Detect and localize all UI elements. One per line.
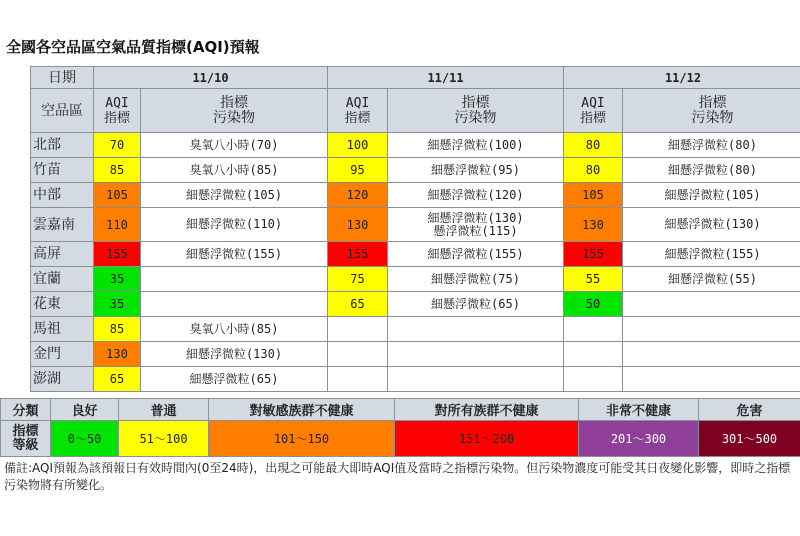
aqi-value-cell: 70 <box>94 133 141 158</box>
aqi-value-cell: 155 <box>94 242 141 267</box>
pollutant-cell: 細懸浮微粒(75) <box>388 267 564 292</box>
pollutant-cell: 細懸浮微粒(155) <box>388 242 564 267</box>
region-name: 竹苗 <box>31 158 94 183</box>
legend-index-label: 指標 等級 <box>1 421 51 457</box>
aqi-value-cell: 65 <box>94 367 141 392</box>
aqi-value-cell: 130 <box>94 342 141 367</box>
legend-level-range: 151～200 <box>395 421 579 457</box>
table-row <box>31 367 800 392</box>
table-row <box>31 158 800 183</box>
aqi-value-cell: 110 <box>94 208 141 242</box>
pollutant-column-header: 指標 污染物 <box>141 89 328 133</box>
pollutant-column-header: 指標 污染物 <box>388 89 564 133</box>
region-name: 中部 <box>31 183 94 208</box>
pollutant-cell: 細懸浮微粒(65) <box>141 367 328 392</box>
region-name: 金門 <box>31 342 94 367</box>
pollutant-cell: 細懸浮微粒(105) <box>141 183 328 208</box>
aqi-value-cell: 105 <box>564 183 623 208</box>
region-name: 北部 <box>31 133 94 158</box>
pollutant-cell: 細懸浮微粒(105) <box>623 183 800 208</box>
aqi-value-cell <box>328 342 388 367</box>
pollutant-cell: 細懸浮微粒(100) <box>388 133 564 158</box>
legend-category-row <box>1 399 800 421</box>
aqi-value-cell: 35 <box>94 292 141 317</box>
pollutant-cell <box>623 342 800 367</box>
aqi-value-cell: 85 <box>94 158 141 183</box>
aqi-value-cell: 120 <box>328 183 388 208</box>
aqi-value-cell: 100 <box>328 133 388 158</box>
aqi-value-cell: 55 <box>564 267 623 292</box>
pollutant-cell: 細懸浮微粒(65) <box>388 292 564 317</box>
legend-level-name: 危害 <box>699 399 800 421</box>
legend-level-name: 良好 <box>51 399 119 421</box>
pollutant-cell: 細懸浮微粒(130) 懸浮微粒(115) <box>388 208 564 242</box>
aqi-value-cell <box>564 317 623 342</box>
aqi-value-cell: 80 <box>564 133 623 158</box>
pollutant-cell: 臭氧八小時(70) <box>141 133 328 158</box>
legend-level-range: 301～500 <box>699 421 800 457</box>
region-name: 高屏 <box>31 242 94 267</box>
legend-level-range: 201～300 <box>579 421 699 457</box>
legend-level-name: 普通 <box>119 399 209 421</box>
pollutant-cell <box>623 367 800 392</box>
pollutant-cell <box>388 342 564 367</box>
table-row <box>31 242 800 267</box>
aqi-value-cell: 95 <box>328 158 388 183</box>
pollutant-cell <box>141 267 328 292</box>
aqi-legend-table <box>0 398 800 457</box>
aqi-value-cell: 155 <box>564 242 623 267</box>
aqi-value-cell: 85 <box>94 317 141 342</box>
region-name: 馬祖 <box>31 317 94 342</box>
date-label: 日期 <box>31 67 94 89</box>
pollutant-cell: 細懸浮微粒(155) <box>141 242 328 267</box>
aqi-value-cell <box>564 342 623 367</box>
region-name: 花東 <box>31 292 94 317</box>
pollutant-cell: 臭氧八小時(85) <box>141 158 328 183</box>
date-col-1: 11/10 <box>94 67 328 89</box>
aqi-value-cell <box>328 367 388 392</box>
aqi-value-cell <box>328 317 388 342</box>
pollutant-cell: 細懸浮微粒(80) <box>623 158 800 183</box>
pollutant-cell <box>388 317 564 342</box>
pollutant-cell: 細懸浮微粒(155) <box>623 242 800 267</box>
date-col-2: 11/11 <box>328 67 564 89</box>
pollutant-cell: 細懸浮微粒(130) <box>623 208 800 242</box>
aqi-column-header: AQI 指標 <box>328 89 388 133</box>
aqi-value-cell: 50 <box>564 292 623 317</box>
column-header-row <box>31 89 800 133</box>
aqi-forecast-table <box>30 66 800 392</box>
page-title: 全國各空品區空氣品質指標(AQI)預報 <box>6 38 260 56</box>
aqi-value-cell: 105 <box>94 183 141 208</box>
pollutant-cell: 細懸浮微粒(110) <box>141 208 328 242</box>
pollutant-cell: 臭氧八小時(85) <box>141 317 328 342</box>
aqi-value-cell: 80 <box>564 158 623 183</box>
region-name: 雲嘉南 <box>31 208 94 242</box>
legend-category-label: 分類 <box>1 399 51 421</box>
pollutant-cell: 細懸浮微粒(95) <box>388 158 564 183</box>
region-label: 空品區 <box>31 89 94 133</box>
pollutant-cell <box>141 292 328 317</box>
legend-level-range: 51～100 <box>119 421 209 457</box>
legend-level-name: 對所有族群不健康 <box>395 399 579 421</box>
region-name: 澎湖 <box>31 367 94 392</box>
table-row <box>31 267 800 292</box>
aqi-value-cell: 35 <box>94 267 141 292</box>
legend-level-name: 對敏感族群不健康 <box>209 399 395 421</box>
table-row <box>31 183 800 208</box>
pollutant-cell: 細懸浮微粒(55) <box>623 267 800 292</box>
pollutant-cell <box>388 367 564 392</box>
legend-range-row <box>1 421 800 457</box>
legend-level-range: 0～50 <box>51 421 119 457</box>
table-row <box>31 208 800 242</box>
aqi-value-cell <box>564 367 623 392</box>
pollutant-cell: 細懸浮微粒(120) <box>388 183 564 208</box>
aqi-column-header: AQI 指標 <box>94 89 141 133</box>
date-header-row <box>31 67 800 89</box>
aqi-value-cell: 155 <box>328 242 388 267</box>
date-col-3: 11/12 <box>564 67 800 89</box>
pollutant-cell: 細懸浮微粒(130) <box>141 342 328 367</box>
aqi-value-cell: 65 <box>328 292 388 317</box>
table-row <box>31 342 800 367</box>
pollutant-cell <box>623 317 800 342</box>
pollutant-cell <box>623 292 800 317</box>
pollutant-column-header: 指標 污染物 <box>623 89 800 133</box>
legend-level-name: 非常不健康 <box>579 399 699 421</box>
table-row <box>31 317 800 342</box>
region-name: 宜蘭 <box>31 267 94 292</box>
table-row <box>31 292 800 317</box>
legend-level-range: 101～150 <box>209 421 395 457</box>
footnote: 備註:AQI預報為該預報日有效時間內(0至24時)，出現之可能最大即時AQI值及當時之指標污染物。但污染物濃度可能受其日夜變化影響，即時之指標污染物將有所變化。 <box>4 461 791 492</box>
pollutant-cell: 細懸浮微粒(80) <box>623 133 800 158</box>
table-row <box>31 133 800 158</box>
aqi-value-cell: 130 <box>564 208 623 242</box>
aqi-column-header: AQI 指標 <box>564 89 623 133</box>
aqi-value-cell: 130 <box>328 208 388 242</box>
aqi-value-cell: 75 <box>328 267 388 292</box>
